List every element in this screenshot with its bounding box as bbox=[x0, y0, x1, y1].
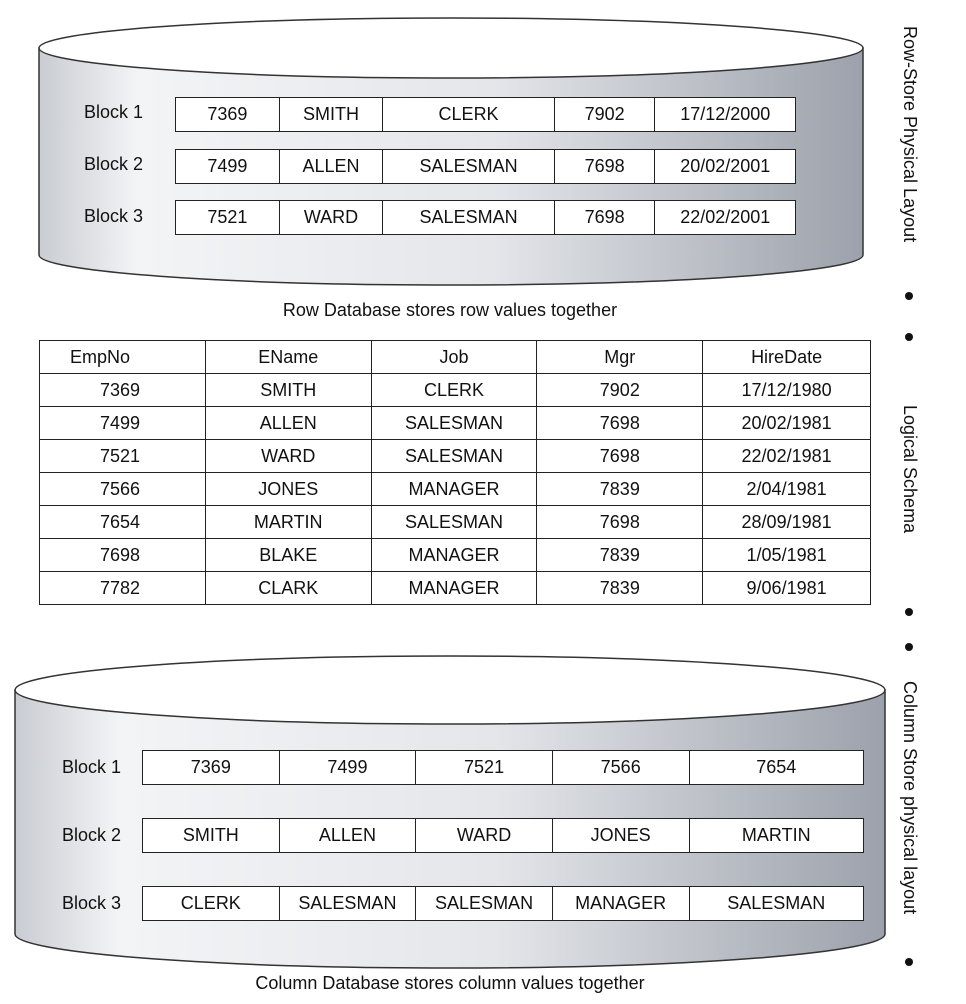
table-cell: 1/05/1981 bbox=[703, 539, 871, 572]
row-block-cell: 22/02/2001 bbox=[680, 207, 771, 227]
table-cell: SALESMAN bbox=[371, 440, 537, 473]
column-header: Mgr bbox=[537, 341, 703, 374]
table-cell: SALESMAN bbox=[371, 506, 537, 539]
column-block-cell: MARTIN bbox=[741, 825, 811, 845]
table-cell: 7369 bbox=[40, 374, 206, 407]
table-cell: 28/09/1981 bbox=[703, 506, 871, 539]
row-store-side-label: Row-Store Physical Layout bbox=[900, 26, 920, 243]
table-cell: 2/04/1981 bbox=[703, 473, 871, 506]
table-row bbox=[40, 506, 871, 539]
table-cell: WARD bbox=[205, 440, 371, 473]
table-cell: MANAGER bbox=[371, 572, 537, 605]
column-block-2 bbox=[142, 818, 864, 853]
table-cell: ALLEN bbox=[205, 407, 371, 440]
column-block-cell: 7369 bbox=[143, 751, 280, 784]
table-cell: BLAKE bbox=[205, 539, 371, 572]
row-block-cell: 7698 bbox=[555, 150, 656, 183]
logical-schema-table bbox=[39, 340, 871, 605]
row-block-cell: 7521 bbox=[176, 201, 280, 234]
table-cell: 7839 bbox=[537, 473, 703, 506]
column-block-cell: 7566 bbox=[553, 751, 690, 784]
table-cell: 7902 bbox=[537, 374, 703, 407]
table-cell: 7654 bbox=[40, 506, 206, 539]
row-block-cell: 7698 bbox=[555, 201, 656, 234]
table-cell: 17/12/1980 bbox=[703, 374, 871, 407]
table-cell: 7698 bbox=[537, 407, 703, 440]
column-block-cell: CLERK bbox=[143, 887, 280, 920]
column-store-caption: Column Database stores column values together bbox=[255, 973, 645, 993]
column-block-cell: JONES bbox=[553, 819, 690, 852]
column-block-cell: ALLEN bbox=[280, 819, 417, 852]
table-row bbox=[40, 539, 871, 572]
row-block-cell: 7369 bbox=[176, 98, 280, 131]
table-cell: 7521 bbox=[40, 440, 206, 473]
table-cell: 22/02/1981 bbox=[703, 440, 871, 473]
column-block-3-label: Block 3 bbox=[62, 893, 122, 913]
table-row bbox=[40, 572, 871, 605]
column-block-cell: WARD bbox=[416, 819, 553, 852]
row-block-1-label: Block 1 bbox=[84, 102, 144, 122]
column-header: Job bbox=[371, 341, 537, 374]
column-block-1-label: Block 1 bbox=[62, 757, 122, 777]
table-cell: 7698 bbox=[537, 440, 703, 473]
table-cell: 7839 bbox=[537, 572, 703, 605]
row-store-caption: Row Database stores row values together bbox=[282, 300, 618, 320]
column-header: HireDate bbox=[703, 341, 871, 374]
table-row bbox=[40, 407, 871, 440]
table-cell: 7782 bbox=[40, 572, 206, 605]
table-cell: SMITH bbox=[205, 374, 371, 407]
row-block-cell: ALLEN bbox=[280, 150, 384, 183]
column-block-cell: SALESMAN bbox=[280, 887, 417, 920]
column-block-3 bbox=[142, 886, 864, 921]
column-block-cell: SALESMAN bbox=[416, 887, 553, 920]
column-block-cell: SMITH bbox=[143, 819, 280, 852]
table-cell: CLERK bbox=[371, 374, 537, 407]
column-store-cylinder bbox=[15, 656, 885, 968]
column-block-cell: 7521 bbox=[416, 751, 553, 784]
table-cell: 7698 bbox=[537, 506, 703, 539]
row-block-cell: SMITH bbox=[280, 98, 384, 131]
row-block-cell: 7499 bbox=[176, 150, 280, 183]
column-header: EmpNo bbox=[40, 341, 206, 374]
table-cell: 7698 bbox=[40, 539, 206, 572]
table-cell: MANAGER bbox=[371, 473, 537, 506]
bullet-dot bbox=[905, 292, 913, 300]
column-block-cell: 7499 bbox=[280, 751, 417, 784]
row-block-3-label: Block 3 bbox=[84, 206, 144, 226]
column-block-cell: SALESMAN bbox=[727, 893, 826, 913]
table-cell: 7839 bbox=[537, 539, 703, 572]
bullet-dot bbox=[905, 643, 913, 651]
logical-schema-side-label: Logical Schema bbox=[900, 405, 920, 534]
table-cell: SALESMAN bbox=[371, 407, 537, 440]
table-cell: MARTIN bbox=[205, 506, 371, 539]
column-block-cell: 7654 bbox=[756, 757, 797, 777]
row-block-3 bbox=[175, 200, 796, 235]
row-block-cell: 7902 bbox=[555, 98, 656, 131]
bullet-dot bbox=[905, 333, 913, 341]
column-header: EName bbox=[205, 341, 371, 374]
table-row bbox=[40, 440, 871, 473]
bullet-dot bbox=[905, 958, 913, 966]
table-header-row bbox=[40, 341, 871, 374]
row-block-cell: SALESMAN bbox=[383, 150, 554, 183]
column-block-cell: MANAGER bbox=[553, 887, 690, 920]
table-row bbox=[40, 473, 871, 506]
table-cell: 7499 bbox=[40, 407, 206, 440]
row-block-2-label: Block 2 bbox=[84, 154, 144, 174]
row-block-cell: CLERK bbox=[383, 98, 554, 131]
table-cell: JONES bbox=[205, 473, 371, 506]
table-cell: 20/02/1981 bbox=[703, 407, 871, 440]
table-cell: 7566 bbox=[40, 473, 206, 506]
column-store-side-label: Column Store physical layout bbox=[900, 681, 920, 915]
row-block-1 bbox=[175, 97, 796, 132]
row-block-cell: 20/02/2001 bbox=[680, 156, 771, 176]
table-row bbox=[40, 374, 871, 407]
row-block-2 bbox=[175, 149, 796, 184]
table-cell: MANAGER bbox=[371, 539, 537, 572]
column-block-2-label: Block 2 bbox=[62, 825, 122, 845]
row-block-cell: SALESMAN bbox=[383, 201, 554, 234]
row-block-cell: WARD bbox=[280, 201, 384, 234]
row-block-cell: 17/12/2000 bbox=[680, 104, 771, 124]
bullet-dot bbox=[905, 608, 913, 616]
column-block-1 bbox=[142, 750, 864, 785]
table-cell: CLARK bbox=[205, 572, 371, 605]
table-cell: 9/06/1981 bbox=[703, 572, 871, 605]
